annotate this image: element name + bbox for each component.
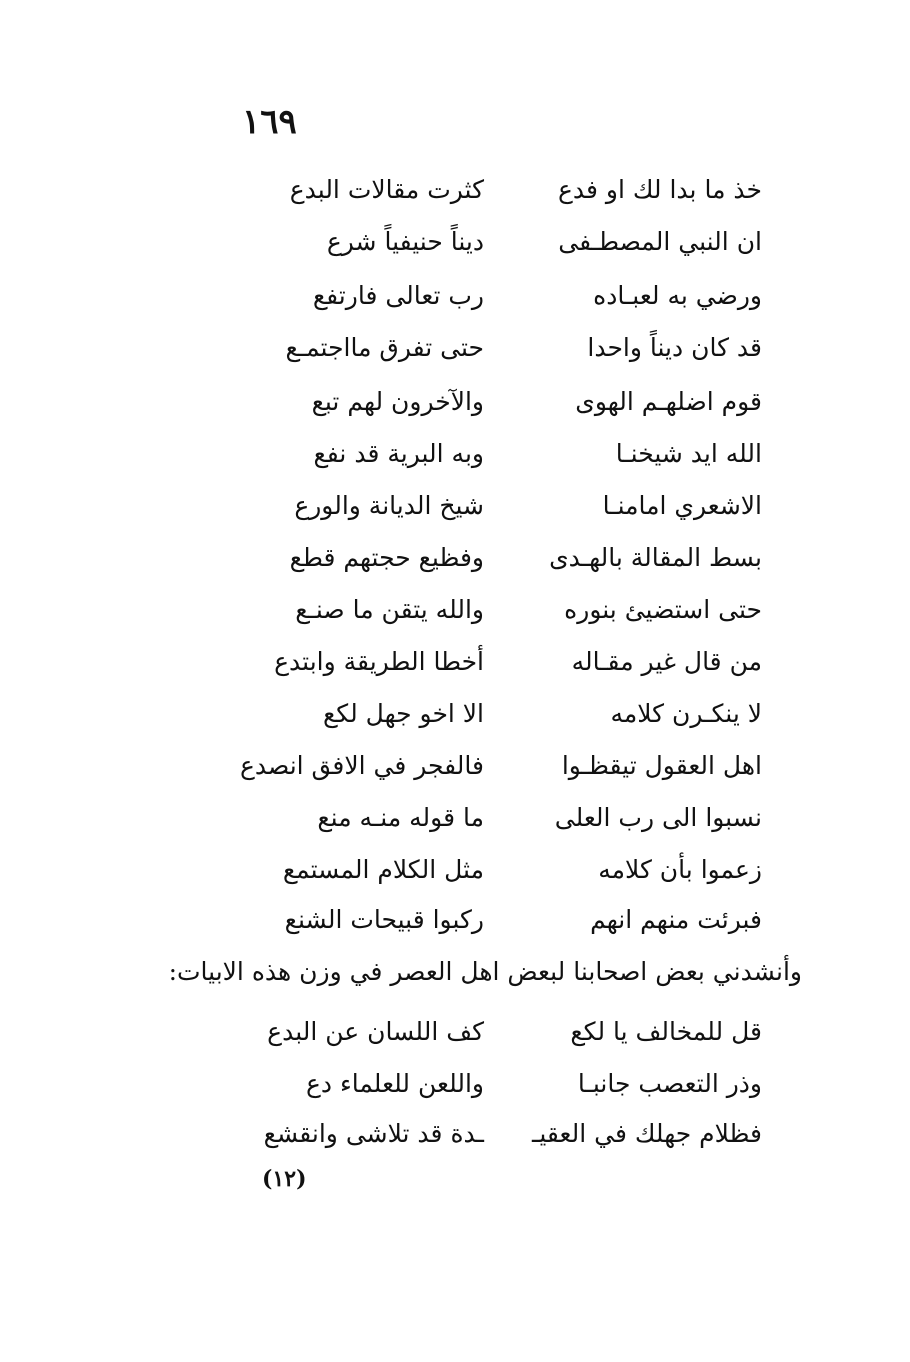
verse bbox=[262, 640, 762, 684]
verse bbox=[262, 1010, 762, 1054]
verse bbox=[262, 274, 762, 318]
second-hemistich: والآخرون لهم تبع bbox=[311, 387, 484, 416]
verse bbox=[262, 168, 762, 212]
verse bbox=[262, 1062, 762, 1106]
verse bbox=[262, 796, 762, 840]
second-hemistich: كثرت مقالات البدع bbox=[289, 175, 484, 204]
first-hemistich: ورضي به لعبـاده bbox=[593, 281, 762, 310]
second-hemistich: حتى تفرق مااجتمـع bbox=[285, 333, 484, 362]
first-hemistich: قد كان ديناً واحدا bbox=[587, 333, 762, 362]
verse bbox=[262, 220, 762, 264]
first-hemistich: فبرئت منهم انهم bbox=[590, 905, 762, 934]
first-hemistich: وذر التعصب جانبـا bbox=[577, 1069, 762, 1098]
first-hemistich: ان النبي المصطـفى bbox=[558, 227, 762, 256]
second-hemistich: ما قوله منـه منع bbox=[317, 803, 484, 832]
first-hemistich: الاشعري امامنـا bbox=[602, 491, 762, 520]
first-hemistich: الله ايد شيخنـا bbox=[615, 439, 762, 468]
verse bbox=[262, 692, 762, 736]
second-hemistich: وبه البرية قد نفع bbox=[313, 439, 484, 468]
first-hemistich: بسط المقالة بالهـدى bbox=[549, 543, 762, 572]
first-hemistich: لا ينكـرن كلامه bbox=[610, 699, 762, 728]
verse bbox=[262, 536, 762, 580]
second-hemistich: فالفجر في الافق انصدع bbox=[239, 751, 484, 780]
first-hemistich: اهل العقول تيقظـوا bbox=[561, 751, 762, 780]
second-hemistich: شيخ الديانة والورع bbox=[294, 491, 484, 520]
second-hemistich: مثل الكلام المستمع bbox=[282, 855, 484, 884]
page-number: ١٦٩ bbox=[242, 102, 297, 142]
footer-signature: (١٢) bbox=[262, 1166, 307, 1192]
verse bbox=[262, 1112, 762, 1156]
first-hemistich: خذ ما بدا لك او فدع bbox=[557, 175, 762, 204]
verse bbox=[262, 432, 762, 476]
first-hemistich: حتى استضيئ بنوره bbox=[564, 595, 762, 624]
first-hemistich: قوم اضلهـم الهوى bbox=[575, 387, 762, 416]
second-hemistich: واللعن للعلماء دع bbox=[305, 1069, 484, 1098]
prose-intro: وأنشدني بعض اصحابنا لبعض اهل العصر في وزن هذه الابيات: bbox=[168, 957, 802, 986]
verse bbox=[262, 326, 762, 370]
verse bbox=[262, 484, 762, 528]
first-hemistich: زعموا بأن كلامه bbox=[598, 855, 762, 884]
first-hemistich: نسبوا الى رب العلى bbox=[554, 803, 762, 832]
verse bbox=[239, 744, 762, 788]
second-hemistich: ـدة قد تلاشى وانقشع bbox=[263, 1119, 484, 1148]
second-hemistich: أخطا الطريقة وابتدع bbox=[274, 647, 484, 676]
verse bbox=[262, 848, 762, 892]
verse bbox=[262, 898, 762, 942]
second-hemistich: رب تعالى فارتفع bbox=[312, 281, 484, 310]
verse bbox=[262, 380, 762, 424]
second-hemistich: والله يتقن ما صنـع bbox=[295, 595, 484, 624]
verse bbox=[262, 588, 762, 632]
first-hemistich: قل للمخالف يا لكع bbox=[570, 1017, 762, 1046]
second-hemistich: ديناً حنيفياً شرع bbox=[326, 227, 484, 256]
second-hemistich: كف اللسان عن البدع bbox=[267, 1017, 484, 1046]
second-hemistich: ركبوا قبيحات الشنع bbox=[284, 905, 484, 934]
first-hemistich: فظلام جهلك في العقيـ bbox=[532, 1119, 762, 1148]
second-hemistich: الا اخو جهل لكع bbox=[323, 699, 484, 728]
first-hemistich: من قال غير مقـاله bbox=[571, 647, 762, 676]
second-hemistich: وفظيع حجتهم قطع bbox=[289, 543, 484, 572]
